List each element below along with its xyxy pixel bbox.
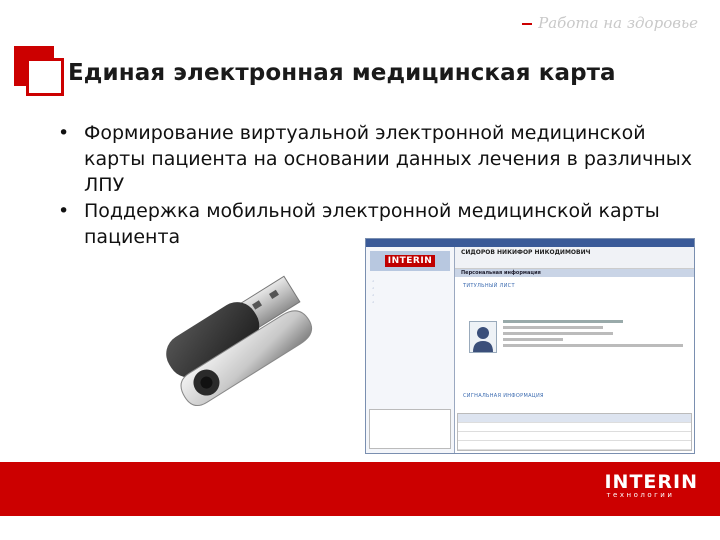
table-row bbox=[458, 423, 691, 432]
title-sheet-heading: ТИТУЛЬНЫЙ ЛИСТ bbox=[463, 283, 515, 289]
slide-title: Единая электронная медицинская карта bbox=[68, 60, 616, 86]
brand-slogan bbox=[522, 14, 698, 32]
person-silhouette-icon bbox=[470, 322, 496, 352]
signal-info-heading: СИГНАЛЬНАЯ ИНФОРМАЦИЯ bbox=[463, 393, 544, 399]
app-logo bbox=[370, 251, 450, 271]
footer-logo-sub: технологии bbox=[606, 491, 675, 499]
table-row bbox=[458, 414, 691, 423]
table-row bbox=[458, 441, 691, 450]
patient-header bbox=[455, 247, 694, 269]
app-titlebar bbox=[366, 239, 694, 247]
table-row bbox=[458, 432, 691, 441]
app-main bbox=[455, 247, 694, 453]
patient-card bbox=[463, 309, 691, 369]
personal-info-bar: Персональная информация bbox=[455, 269, 694, 277]
brand-slogan-text: Работа на здоровье bbox=[538, 14, 698, 32]
footer-logo-name: INTERIN bbox=[604, 471, 698, 493]
slogan-dash bbox=[522, 23, 532, 25]
patient-name: СИДОРОВ НИКИФОР НИКОДИМОВИЧ bbox=[461, 249, 591, 256]
app-nav-item bbox=[372, 300, 448, 307]
app-logo-text: INTERIN bbox=[385, 255, 435, 267]
app-nav-item bbox=[372, 293, 448, 300]
corner-logo-mark bbox=[14, 46, 66, 98]
app-sidebar bbox=[366, 247, 455, 453]
bullet-list bbox=[54, 120, 694, 250]
signal-info-table bbox=[457, 413, 692, 451]
app-note-box bbox=[369, 409, 451, 449]
app-nav-item bbox=[372, 286, 448, 293]
software-screenshot bbox=[365, 238, 695, 454]
patient-details bbox=[503, 317, 683, 350]
app-nav-item bbox=[372, 279, 448, 286]
usb-flash-drive-image bbox=[150, 255, 370, 455]
bullet-item-1: • Формирование виртуальной электронной медицинской карты пациента на основании данных лечения в различных ЛПУ bbox=[54, 120, 694, 198]
logo-square-outline bbox=[26, 58, 64, 96]
patient-photo-icon bbox=[469, 321, 497, 353]
bullet-item-2: • Поддержка мобильной электронной медицинской карты пациента bbox=[54, 198, 694, 250]
footer-logo bbox=[604, 471, 698, 499]
app-nav bbox=[366, 275, 454, 311]
